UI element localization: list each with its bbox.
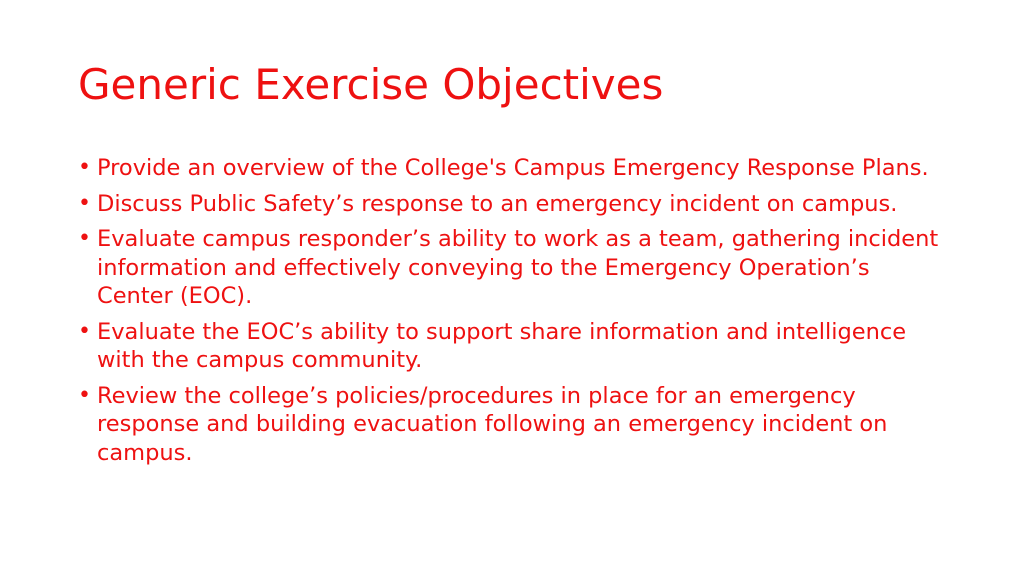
list-item: [78, 154, 948, 183]
list-item: [78, 382, 948, 468]
list-item: [78, 225, 948, 311]
bullet-text: Evaluate the EOC’s ability to support share information and intelligence with the campus community.: [97, 318, 907, 373]
bullet-icon: •: [78, 190, 91, 216]
bullet-icon: •: [78, 155, 91, 180]
slide-title: Generic Exercise Objectives: [78, 60, 664, 109]
bullet-text: Evaluate campus responder’s ability to work as a team, gathering incident information and effectively conveying to the Emergency Operation’s Center (EOC).: [97, 226, 939, 309]
list-item: [78, 190, 948, 219]
bullet-text: Discuss Public Safety’s response to an emergency incident on campus.: [97, 190, 898, 217]
bullet-text: Provide an overview of the College's Campus Emergency Response Plans.: [97, 155, 929, 181]
bullet-icon: •: [78, 318, 91, 344]
bullet-icon: •: [78, 226, 91, 251]
bullet-text: Review the college’s policies/procedures in place for an emergency response and building evacuation following an emergency incident on campus.: [97, 382, 888, 466]
bullet-list: [78, 154, 948, 474]
bullet-icon: •: [78, 382, 91, 408]
list-item: [78, 318, 948, 375]
